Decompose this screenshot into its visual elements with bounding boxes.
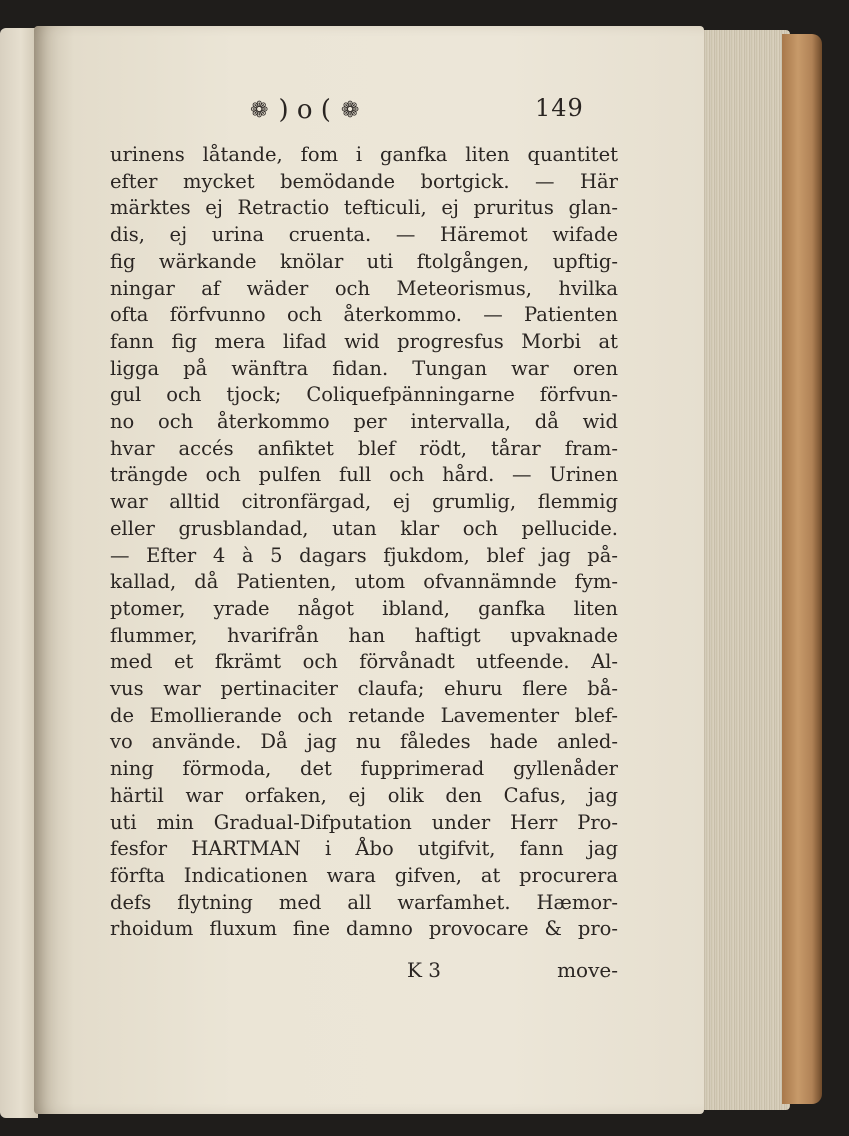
running-header: [250, 92, 610, 128]
text-line: ligga på wänftra fidan. Tungan war oren: [110, 356, 618, 380]
signature-mark: K 3: [407, 958, 442, 982]
text-line: flummer, hvarifrån han haftigt upvaknade: [110, 623, 618, 647]
text-line: ningar af wäder och Meteorismus, hvilka: [110, 276, 618, 300]
book-cover-edge: [782, 34, 822, 1104]
text-line: fesfor HARTMAN i Åbo utgifvit, fann jag: [110, 837, 618, 861]
catchword: move-: [557, 958, 618, 982]
text-line: kallad, då Patienten, utom ofvannämnde fym-: [110, 570, 618, 594]
text-line: fig wärkande knölar uti ftolgången, upftig-: [110, 249, 618, 273]
text-line: war alltid citronfärgad, ej grumlig, flemmig: [110, 490, 618, 514]
text-line: ptomer, yrade något ibland, ganfka liten: [110, 596, 618, 620]
text-line: — Efter 4 à 5 dagars fjukdom, blef jag på-: [110, 543, 618, 567]
text-line: uti min Gradual-Difputation under Herr Pro-: [110, 810, 618, 834]
text-line: fann fig mera lifad wid progresfus Morbi at: [110, 329, 618, 353]
text-line: no och återkommo per intervalla, då wid: [110, 410, 618, 434]
text-line: gul och tjock; Coliquefpänningarne förfvun-: [110, 383, 618, 407]
text-line: efter mycket bemödande bortgick. — Här: [110, 169, 618, 193]
text-line: urinens låtande, fom i ganfka liten quantitet: [110, 143, 618, 166]
left-page-edge: [0, 28, 38, 1118]
body-text: [110, 142, 620, 943]
text-line: defs flytning med all warfamhet. Hæmor-: [110, 890, 618, 914]
text-line: trängde och pulfen full och hård. — Urinen: [110, 463, 618, 487]
flower-ornament-icon: ❁: [340, 97, 360, 123]
text-line: ning förmoda, det fupprimerad gyllenåder: [110, 757, 618, 781]
text-line: härtil war orfaken, ej olik den Cafus, jag: [110, 783, 618, 807]
text-line: hvar accés anfiktet blef rödt, tårar fram-: [110, 436, 618, 460]
book-fore-edge: [690, 30, 790, 1110]
header-mark: ) o (: [278, 95, 331, 125]
text-line: med et fkrämt och förvånadt utfeende. Al-: [110, 650, 618, 674]
text-line: förfta Indicationen wara gifven, at procurera: [110, 863, 618, 887]
page-footer: [110, 958, 620, 988]
page-number: 149: [535, 94, 584, 122]
text-line: ofta förfvunno och återkommo. — Patienten: [110, 303, 618, 327]
text-line: rhoidum fluxum fine damno provocare & pro-: [110, 917, 618, 941]
text-line: märktes ej Retractio tefticuli, ej pruritus glan-: [110, 196, 618, 220]
text-line: vus war pertinaciter claufa; ehuru flere bå-: [110, 677, 618, 701]
flower-ornament-icon: ❁: [250, 97, 269, 123]
text-line: de Emollierande och retande Lavementer blef-: [110, 703, 618, 727]
text-line: vo använde. Då jag nu fåledes hade anled-: [110, 730, 618, 754]
text-line: eller grusblandad, utan klar och pellucide.: [110, 516, 618, 540]
text-line: dis, ej urina cruenta. — Häremot wifade: [110, 223, 618, 247]
